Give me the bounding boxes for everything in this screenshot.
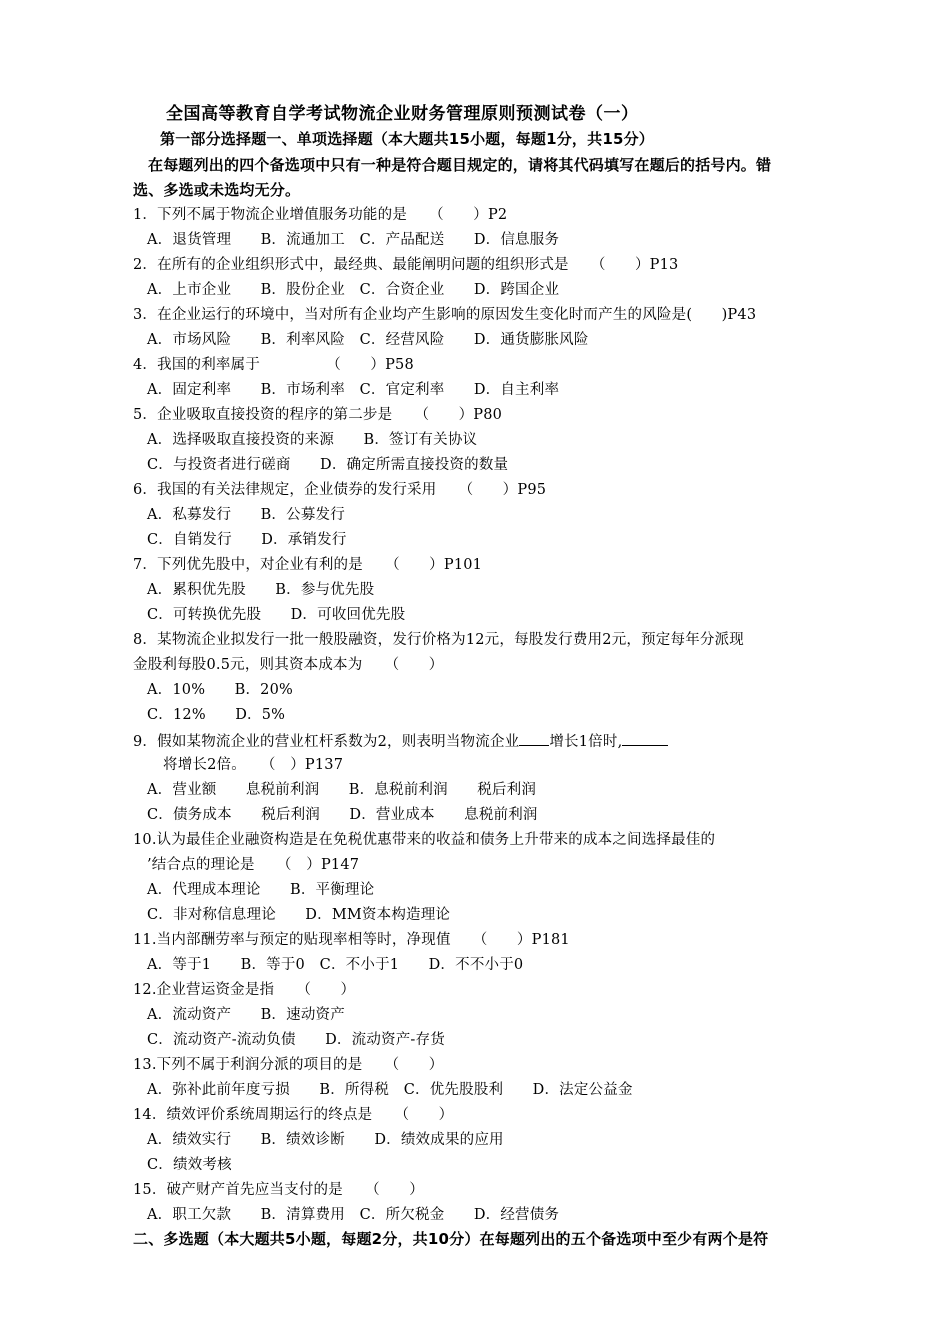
question-6-options-1: A．私募发行 B．公募发行 (147, 507, 345, 523)
answer-blank-2 (622, 730, 668, 746)
question-12-options-1: A．流动资产 B．速动资产 (147, 1007, 345, 1023)
question-14-stem: 14．绩效评价系统周期运行的终点是 （ ） (133, 1107, 454, 1123)
question-13-options: A．弥补此前年度亏损 B．所得税 C．优先股股利 D．法定公益金 (147, 1082, 633, 1098)
question-8-options-1: A．10% B．20% (147, 682, 293, 698)
instructions-line-1: 在每题列出的四个备选项中只有一种是符合题目规定的，请将其代码填写在题后的括号内。错 (148, 156, 772, 174)
question-10-stem-1: 10.认为最佳企业融资构造是在免税优惠带来的收益和债务上升带来的成本之间选择最佳的 (133, 832, 716, 848)
question-11-stem: 11.当内部酬劳率与预定的贴现率相等时，净现值 （ ）P181 (133, 932, 570, 948)
question-1-stem: 1．下列不属于物流企业增值服务功能的是 （ ）P2 (133, 207, 508, 223)
question-13-stem: 13.下列不属于利润分派的项目的是 （ ） (133, 1057, 444, 1073)
question-9-stem-part-a: 9．假如某物流企业的营业杠杆系数为2，则表明当物流企业 (133, 734, 520, 750)
question-3-options: A．市场风险 B．利率风险 C．经营风险 D．通货膨胀风险 (147, 332, 589, 348)
question-4-options: A．固定利率 B．市场利率 C．官定利率 D．自主利率 (147, 382, 560, 398)
question-9-stem-part-b: 增长1倍时, (549, 734, 623, 750)
question-15-stem: 15．破产财产首先应当支付的是 （ ） (133, 1182, 424, 1198)
part2-heading: 二、多选题（本大题共5小题，每题2分，共10分）在每题列出的五个备选项中至少有两个是符 (133, 1230, 769, 1248)
question-11-options: A．等于1 B．等于0 C．不小于1 D．不不小于0 (147, 957, 524, 973)
question-9-stem-2: 将增长2倍。 （ ）P137 (163, 757, 344, 773)
question-10-options-1: A．代理成本理论 B．平衡理论 (147, 882, 375, 898)
part1-heading: 第一部分选择题一、单项选择题（本大题共15小题，每题1分，共15分） (160, 130, 654, 148)
instructions-line-2: 选、多选或未选均无分。 (133, 181, 301, 199)
question-9-options-2: C．债务成本 税后利润 D．营业成本 息税前利润 (147, 807, 538, 823)
question-12-stem: 12.企业营运资金是指 （ ） (133, 982, 356, 998)
question-9-stem-1 (133, 730, 668, 752)
question-4-stem: 4．我国的利率属于 （ ）P58 (133, 357, 414, 373)
question-14-options-1: A．绩效实行 B．绩效诊断 D．绩效成果的应用 (147, 1132, 504, 1148)
question-5-options-1: A．选择吸取直接投资的来源 B．签订有关协议 (147, 432, 478, 448)
question-2-options: A．上市企业 B．股份企业 C．合资企业 D．跨国企业 (147, 282, 560, 298)
question-15-options: A．职工欠款 B．清算费用 C．所欠税金 D．经营债务 (147, 1207, 560, 1223)
question-8-options-2: C．12% D．5% (147, 707, 286, 723)
question-8-stem-2: 金股利每股0.5元，则其资本成本为 （ ） (133, 657, 444, 673)
question-9-options-1: A．营业额 息税前利润 B．息税前利润 税后利润 (147, 782, 537, 798)
question-2-stem: 2．在所有的企业组织形式中，最经典、最能阐明问题的组织形式是 （ ）P13 (133, 257, 679, 273)
question-7-options-1: A．累积优先股 B．参与优先股 (147, 582, 375, 598)
question-10-stem-2: ’结合点的理论是 （ ）P147 (147, 857, 360, 873)
question-7-options-2: C．可转换优先股 D．可收回优先股 (147, 607, 406, 623)
question-7-stem: 7．下列优先股中，对企业有利的是 （ ）P101 (133, 557, 483, 573)
question-14-options-2: C．绩效考核 (147, 1157, 232, 1173)
question-6-stem: 6．我国的有关法律规定，企业债券的发行采用 （ ）P95 (133, 482, 547, 498)
answer-blank-1 (519, 730, 549, 746)
question-10-options-2: C．非对称信息理论 D．MM资本构造理论 (147, 907, 451, 923)
question-5-options-2: C．与投资者进行磋商 D．确定所需直接投资的数量 (147, 457, 509, 473)
question-12-options-2: C．流动资产-流动负债 D．流动资产-存货 (147, 1032, 445, 1048)
question-1-options: A．退货管理 B．流通加工 C．产品配送 D．信息服务 (147, 232, 560, 248)
question-3-stem: 3．在企业运行的环境中，当对所有企业均产生影响的原因发生变化时而产生的风险是( )P43 (133, 307, 757, 323)
exam-title: 全国高等教育自学考试物流企业财务管理原则预测试卷（一） (166, 104, 639, 124)
question-5-stem: 5．企业吸取直接投资的程序的第二步是 （ ）P80 (133, 407, 503, 423)
question-6-options-2: C．自销发行 D．承销发行 (147, 532, 347, 548)
question-8-stem-1: 8．某物流企业拟发行一批一般股融资，发行价格为12元，每股发行费用2元，预定每年分派现 (133, 632, 744, 648)
